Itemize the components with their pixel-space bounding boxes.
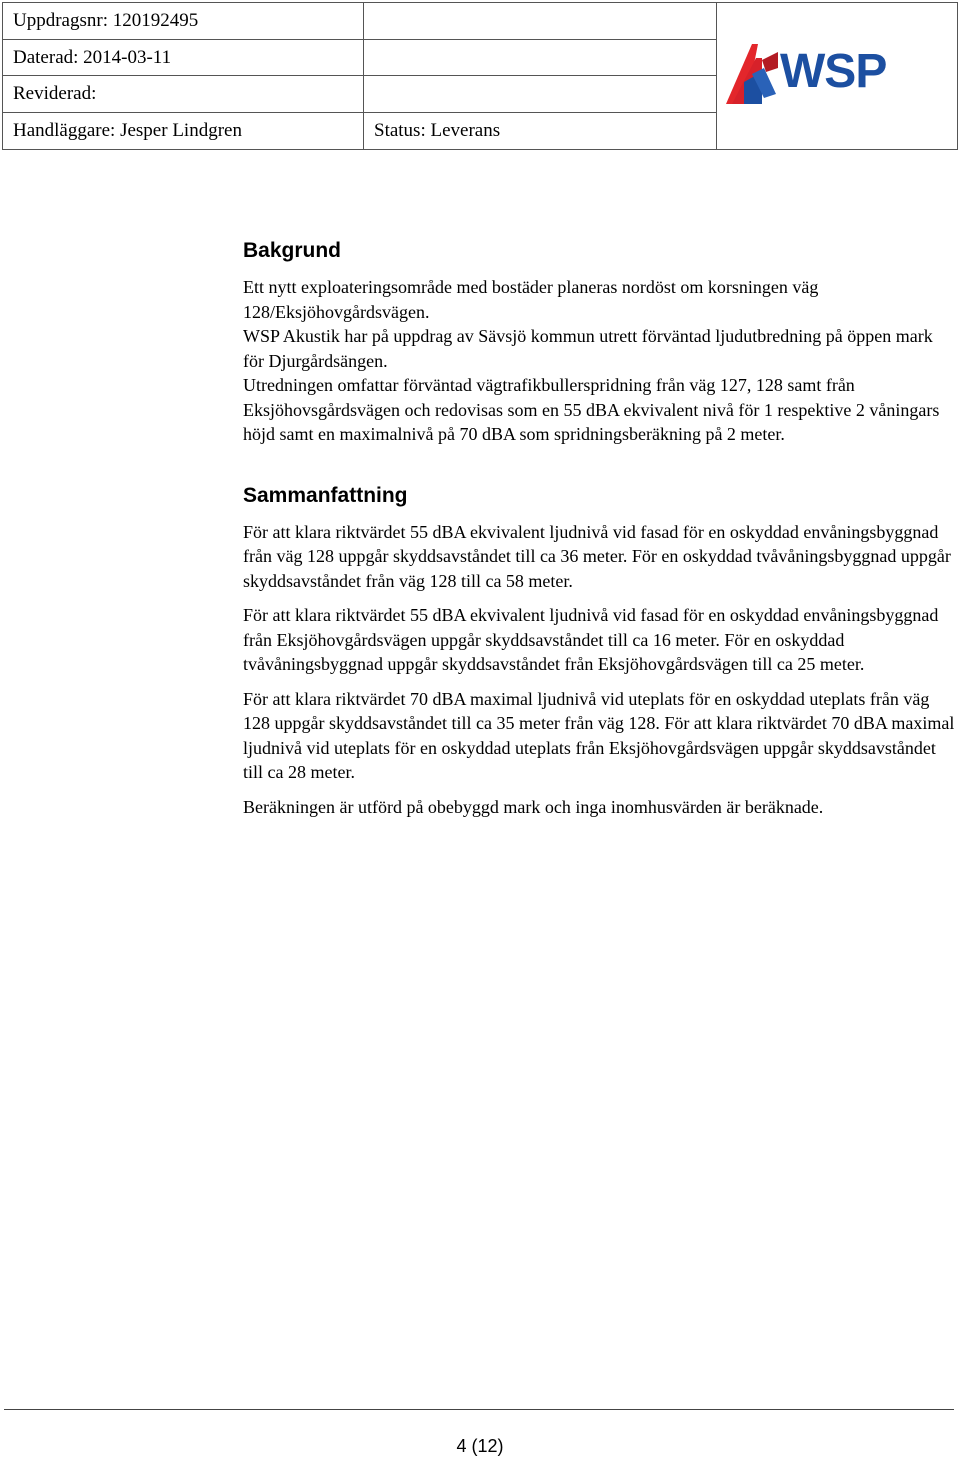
section-heading-background: Bakgrund (243, 239, 342, 262)
header-empty-cell (364, 40, 716, 76)
header-divider (716, 3, 717, 149)
paragraph: För att klara riktvärdet 70 dBA maximal ljudnivå vid uteplats för en oskyddad uteplats från väg 128 uppgår skyddsavståndet till ca 35 meter från väg 128. För att klara riktvärdet 70 dBA maximal ljudnivå vid uteplats för en oskyddad uteplats från Eksjöhovgårdsvägen uppgår skyddsavståndet till ca 28 meter. (243, 688, 955, 782)
assignment-number: Uppdragsnr: 120192495 (3, 3, 363, 40)
paragraph: För att klara riktvärdet 55 dBA ekvivalent ljudnivå vid fasad för en oskyddad envåningsbyggnad från Eksjöhovgårdsvägen uppgår skyddsavståndet till ca 16 meter. För en oskyddad tvåvåningsbyggnad uppgår skyddsavståndet från Eksjöhovgårdsvägen till ca 25 meter. (243, 605, 939, 674)
paragraph: Utredningen omfattar förväntad vägtrafikbullerspridning från väg 127, 128 samt från Eksjöhovsgårdsvägen och redovisas som en 55 dBA ekvivalent nivå för 1 respektive 2 våningars höjd samt en maximalnivå på 70 dBA som spridningsberäkning på 2 meter. (243, 375, 940, 444)
document-body (243, 236, 955, 819)
header-empty-cell (364, 3, 716, 40)
paragraph: För att klara riktvärdet 55 dBA ekvivalent ljudnivå vid fasad för en oskyddad envåningsbyggnad från väg 128 uppgår skyddsavståndet till ca 36 meter. För en oskyddad tvåvåningsbyggnad uppgår skyddsavståndet från väg 128 till ca 58 meter. (243, 521, 951, 591)
wsp-logo (722, 38, 918, 110)
paragraph: WSP Akustik har på uppdrag av Sävsjö kommun utrett förväntad ljudutbredning på öppen mark för Djurgårdsängen. (243, 326, 933, 371)
page-number: 4 (12) (456, 1436, 504, 1456)
status-field: Status: Leverans (374, 120, 501, 141)
date-field: Daterad: 2014-03-11 (3, 40, 363, 76)
header-empty-cell (364, 76, 716, 113)
footer-divider (4, 1409, 954, 1410)
revised-field: Reviderad: (3, 76, 363, 113)
handler-field: Handläggare: Jesper Lindgren (13, 120, 242, 141)
paragraph: Beräkningen är utförd på obebyggd mark och inga inomhusvärden är beräknade. (243, 796, 824, 817)
svg-text:WSP: WSP (780, 45, 887, 98)
section-heading-summary: Sammanfattning (243, 483, 408, 507)
paragraph: Ett nytt exploateringsområde med bostäder planeras nordöst om korsningen väg 128/Eksjöhovgårdsvägen. (243, 277, 819, 322)
